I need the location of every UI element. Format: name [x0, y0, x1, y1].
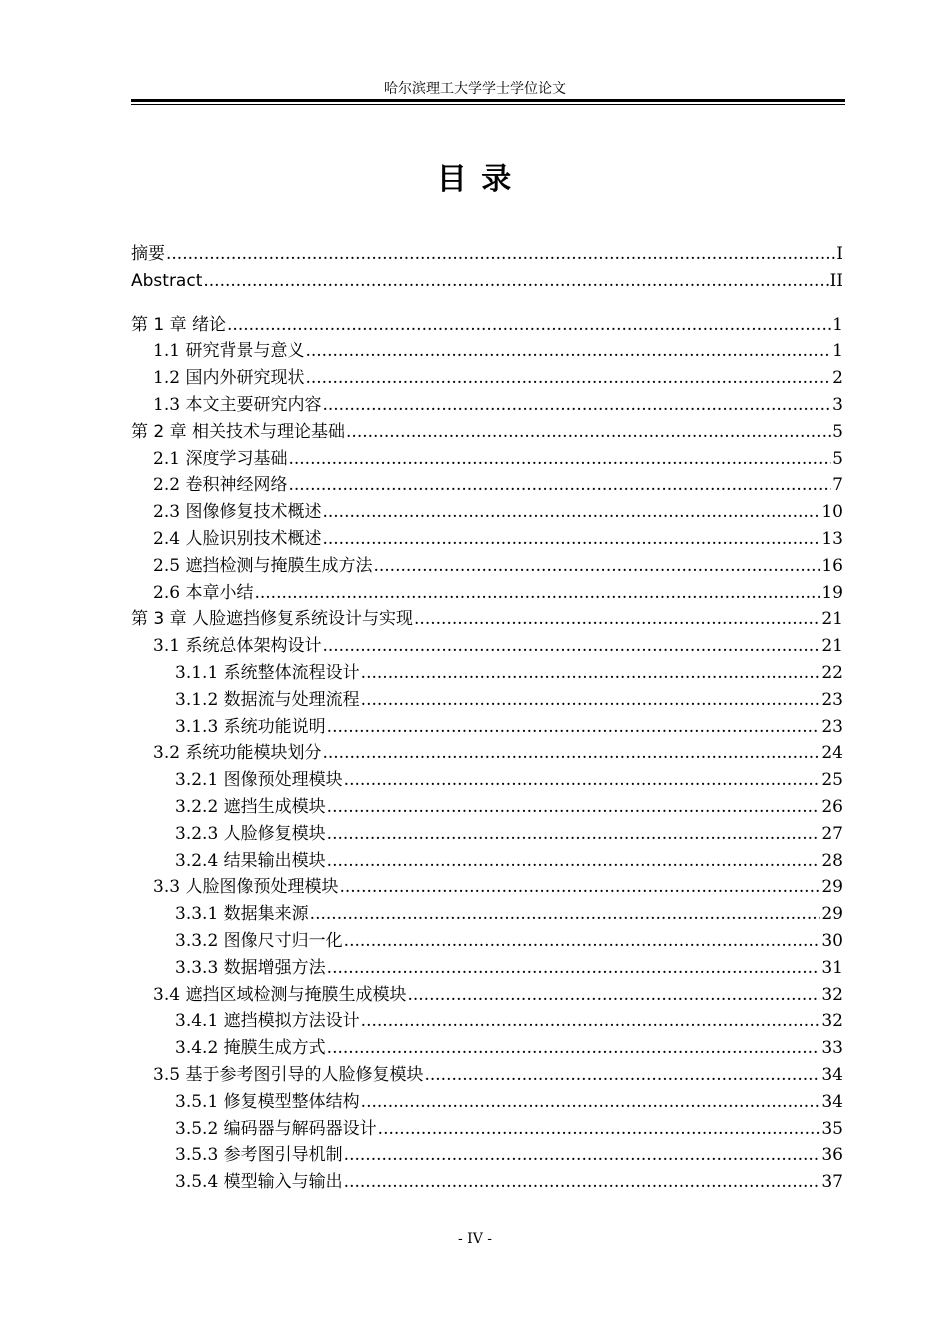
- toc-entry[interactable]: [131, 714, 843, 741]
- toc-leader-dots: [322, 633, 820, 660]
- toc-leader-dots: [288, 472, 831, 499]
- toc-entry-title: 3.1.3 系统功能说明: [175, 716, 326, 737]
- toc-entry-title: 2.6 本章小结: [153, 582, 254, 603]
- toc-leader-dots: [344, 1169, 821, 1196]
- toc-entry-title: 第 3 章 人脸遮挡修复系统设计与实现: [131, 609, 414, 630]
- toc-entry-title: 2.3 图像修复技术概述: [153, 502, 322, 523]
- toc-entry-page: II: [829, 270, 843, 291]
- toc-entry[interactable]: [131, 955, 843, 982]
- toc-entry-page: 3: [832, 394, 843, 415]
- toc-entry-page: 32: [821, 1011, 843, 1032]
- toc-leader-dots: [373, 553, 820, 580]
- toc-entry[interactable]: [131, 1062, 843, 1089]
- toc-leader-dots: [327, 794, 821, 821]
- toc-leader-dots: [327, 848, 821, 875]
- toc-entry-title: 3.5.1 修复模型整体结构: [175, 1091, 360, 1112]
- toc-entry-page: 29: [821, 877, 843, 898]
- toc-entry-page: 5: [832, 448, 843, 469]
- toc-leader-dots: [203, 268, 828, 295]
- toc-leader-dots: [361, 1089, 821, 1116]
- toc-leader-dots: [378, 1116, 821, 1143]
- toc-entry-title: 3.2.3 人脸修复模块: [175, 823, 326, 844]
- toc-entry-title: 3.5.4 模型输入与输出: [175, 1172, 343, 1193]
- toc-entry[interactable]: [131, 848, 843, 875]
- toc-entry-title: 2.4 人脸识别技术概述: [153, 528, 322, 549]
- toc-entry-page: 28: [821, 850, 843, 871]
- toc-entry-page: 27: [821, 823, 843, 844]
- toc-entry[interactable]: [131, 874, 843, 901]
- header-rule-thin: [131, 104, 845, 105]
- toc-entry[interactable]: [131, 526, 843, 553]
- toc-leader-dots: [344, 928, 821, 955]
- toc-entry-page: 24: [821, 743, 843, 764]
- toc-entry[interactable]: [131, 1089, 843, 1116]
- toc-entry-title: 第 2 章 相关技术与理论基础: [131, 421, 346, 442]
- toc-entry-page: 29: [821, 904, 843, 925]
- toc-entry[interactable]: [131, 553, 843, 580]
- toc-entry-title: 1.2 国内外研究现状: [153, 368, 305, 389]
- toc-entry-page: 37: [821, 1172, 843, 1193]
- toc-entry-page: 16: [821, 555, 843, 576]
- toc-entry-title: 3.5.3 参考图引导机制: [175, 1145, 343, 1166]
- toc-entry-title: 3.3.1 数据集来源: [175, 904, 309, 925]
- toc-entry-title: 3.1.2 数据流与处理流程: [175, 689, 360, 710]
- header-rule-thick: [131, 99, 845, 102]
- page-number: - IV -: [457, 1231, 492, 1247]
- toc-entry-page: 19: [821, 582, 843, 603]
- toc-leader-dots: [361, 687, 821, 714]
- toc-entry[interactable]: [131, 767, 843, 794]
- toc-entry-title: 3.1.1 系统整体流程设计: [175, 662, 360, 683]
- toc-entry-page: 2: [832, 368, 843, 389]
- toc-entry-title: 第 1 章 绪论: [131, 314, 227, 335]
- toc-leader-dots: [166, 241, 835, 268]
- toc-leader-dots: [407, 982, 820, 1009]
- toc-entry-title: 1.3 本文主要研究内容: [153, 394, 322, 415]
- toc-entry[interactable]: [131, 1169, 843, 1196]
- toc-entry[interactable]: [131, 1116, 843, 1143]
- toc-leader-dots: [322, 499, 820, 526]
- toc-entry[interactable]: [131, 419, 843, 446]
- toc-entry-title: 3.3.2 图像尺寸归一化: [175, 930, 343, 951]
- table-of-contents: [131, 241, 843, 1196]
- toc-entry-page: I: [836, 244, 843, 264]
- toc-leader-dots: [339, 874, 820, 901]
- toc-entry[interactable]: [131, 312, 843, 339]
- toc-entry[interactable]: [131, 446, 843, 473]
- toc-entry-page: 34: [821, 1064, 843, 1085]
- toc-leader-dots: [327, 955, 821, 982]
- toc-leader-dots: [361, 660, 821, 687]
- toc-entry[interactable]: [131, 794, 843, 821]
- toc-leader-dots: [322, 740, 820, 767]
- toc-entry-title: 3.2.1 图像预处理模块: [175, 770, 343, 791]
- running-header: 哈尔滨理工大学学士学位论文: [384, 81, 566, 97]
- toc-entry-page: 10: [821, 502, 843, 523]
- toc-leader-dots: [327, 1035, 821, 1062]
- toc-leader-dots: [305, 338, 831, 365]
- toc-entry[interactable]: [131, 740, 843, 767]
- toc-leader-dots: [288, 446, 831, 473]
- toc-entry-page: 30: [821, 930, 843, 951]
- toc-entry[interactable]: [131, 821, 843, 848]
- toc-entry-title: 2.5 遮挡检测与掩膜生成方法: [153, 555, 373, 576]
- toc-entry-page: 35: [821, 1118, 843, 1139]
- toc-leader-dots: [305, 365, 831, 392]
- toc-leader-dots: [344, 767, 821, 794]
- toc-entry-title: Abstract: [131, 270, 203, 291]
- toc-entry-title: 3.4.2 掩膜生成方式: [175, 1038, 326, 1059]
- toc-leader-dots: [327, 714, 821, 741]
- toc-leader-dots: [344, 1142, 821, 1169]
- toc-entry-title: 3.3 人脸图像预处理模块: [153, 877, 339, 898]
- toc-leader-dots: [414, 606, 820, 633]
- toc-entry[interactable]: [131, 982, 843, 1009]
- toc-entry[interactable]: [131, 606, 843, 633]
- toc-entry-title: 摘要: [131, 244, 165, 264]
- toc-entry[interactable]: [131, 499, 843, 526]
- toc-entry-page: 1: [832, 341, 843, 362]
- toc-entry-page: 21: [821, 636, 843, 657]
- toc-entry-title: 3.5 基于参考图引导的人脸修复模块: [153, 1064, 424, 1085]
- toc-leader-dots: [424, 1062, 820, 1089]
- toc-entry[interactable]: [131, 338, 843, 365]
- toc-entry-page: 22: [821, 662, 843, 683]
- toc-entry[interactable]: [131, 687, 843, 714]
- toc-entry-page: 26: [821, 796, 843, 817]
- toc-entry[interactable]: [131, 928, 843, 955]
- toc-entry[interactable]: [131, 1008, 843, 1035]
- page-title: 目 录: [436, 162, 514, 197]
- toc-entry[interactable]: [131, 241, 843, 268]
- toc-entry[interactable]: [131, 392, 843, 419]
- toc-entry[interactable]: [131, 472, 843, 499]
- toc-entry-page: 7: [832, 475, 843, 496]
- toc-entry-page: 32: [821, 984, 843, 1005]
- toc-entry[interactable]: [131, 580, 843, 607]
- toc-entry-title: 2.1 深度学习基础: [153, 448, 288, 469]
- toc-entry-title: 3.2.2 遮挡生成模块: [175, 796, 326, 817]
- toc-entry-page: 34: [821, 1091, 843, 1112]
- toc-leader-dots: [361, 1008, 821, 1035]
- toc-entry-page: 25: [821, 770, 843, 791]
- toc-leader-dots: [327, 821, 821, 848]
- toc-entry-title: 1.1 研究背景与意义: [153, 341, 305, 362]
- toc-leader-dots: [254, 580, 820, 607]
- toc-leader-dots: [322, 392, 831, 419]
- toc-entry[interactable]: [131, 660, 843, 687]
- toc-entry-title: 3.4 遮挡区域检测与掩膜生成模块: [153, 984, 407, 1005]
- toc-entry-title: 3.3.3 数据增强方法: [175, 957, 326, 978]
- toc-entry-page: 23: [821, 716, 843, 737]
- toc-entry-title: 3.4.1 遮挡模拟方法设计: [175, 1011, 360, 1032]
- toc-entry-title: 3.1 系统总体架构设计: [153, 636, 322, 657]
- toc-leader-dots: [346, 419, 831, 446]
- toc-entry-page: 36: [821, 1145, 843, 1166]
- toc-entry-page: 5: [832, 421, 843, 442]
- toc-entry[interactable]: [131, 1035, 843, 1062]
- toc-entry-page: 31: [821, 957, 843, 978]
- toc-entry-page: 23: [821, 689, 843, 710]
- toc-entry-title: 3.2 系统功能模块划分: [153, 743, 322, 764]
- toc-leader-dots: [310, 901, 821, 928]
- toc-entry-page: 1: [832, 314, 843, 335]
- toc-entry-title: 2.2 卷积神经网络: [153, 475, 288, 496]
- toc-entry-title: 3.2.4 结果输出模块: [175, 850, 326, 871]
- toc-entry[interactable]: [131, 268, 843, 295]
- toc-entry[interactable]: [131, 633, 843, 660]
- toc-entry[interactable]: [131, 901, 843, 928]
- toc-entry[interactable]: [131, 365, 843, 392]
- toc-entry-page: 13: [821, 528, 843, 549]
- toc-entry[interactable]: [131, 1142, 843, 1169]
- toc-leader-dots: [227, 312, 831, 339]
- toc-entry-title: 3.5.2 编码器与解码器设计: [175, 1118, 377, 1139]
- toc-leader-dots: [322, 526, 820, 553]
- toc-entry-page: 33: [821, 1038, 843, 1059]
- toc-entry-page: 21: [821, 609, 843, 630]
